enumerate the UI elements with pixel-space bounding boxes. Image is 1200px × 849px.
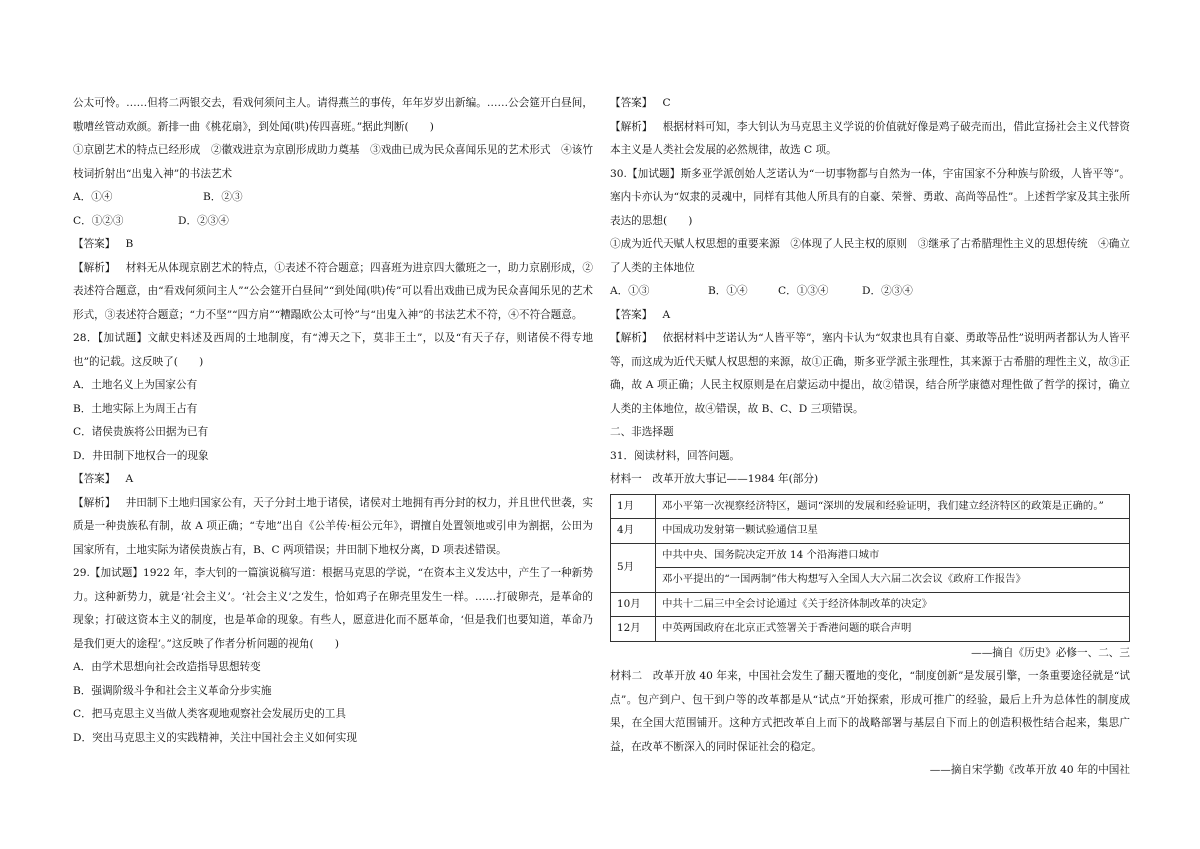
answer-label: 【答案】 [73, 473, 116, 485]
q27-options-row1 [73, 186, 593, 210]
material1-source: ——摘自《历史》必修一、二、三 [971, 646, 1130, 659]
analysis-label: 【解析】 [610, 332, 653, 344]
material2-source: ——摘自宋学勤《改革开放 40 年的中国社 [929, 764, 1130, 776]
table-row [611, 519, 1130, 544]
q29-option-b: B．强调阶级斗争和社会主义革命分步实施 [73, 684, 272, 697]
analysis-text: 材料无从体现京剧艺术的特点，①表述不符合题意；四喜班为进京四大徽班之一，助力京剧形成，②表述符合题意，由“看戏何须问主人”“公会筵开白昼间”“到处闻(哄)传”可以看出戏曲已成为民众喜闻乐见的艺术形式，③表述符合题意；“力不坚”“四方肩”“糟蹋欧公太可怜”与“出鬼入神”的书法艺术不符，④不符合题意。 [73, 261, 594, 321]
answer-label: 【答案】 [610, 97, 653, 109]
q30-answer [610, 304, 1130, 328]
q30-options [610, 280, 1130, 304]
q27-statements: ①京剧艺术的特点已经形成 ②徽戏进京为京剧形成助力奠基 ③戏曲已成为民众喜闻乐见的艺术形式 ④该竹枝词折射出“出鬼入神”的书法艺术 [73, 144, 593, 180]
q27-option-d: D．②③④ [178, 214, 229, 227]
analysis-text: 井田制下土地归国家公有，天子分封土地于诸侯，诸侯对土地拥有再分封的权力，并且世代世袭，实质是一种贵族私有制，故 A 项正确；“专地”出自《公羊传·桓公元年》，谓擅自处置领地或引申为割据，公田为国家所有，土地实际为诸侯贵族占有，B、C 两项错误；井田制下地权分离，D 项表述错误。 [73, 496, 594, 556]
q28-stem: 28．【加试题】文献史料述及西周的土地制度，有“溥天之下，莫非王土”，以及“有天子存，则诸侯不得专地也”的记载。这反映了( ) [73, 332, 593, 368]
events-table [610, 494, 1130, 642]
q30-option-d: D．②③④ [862, 285, 913, 297]
event-cell: 中共中央、国务院决定开放 14 个沿海港口城市 [656, 543, 1130, 568]
q27-answer [73, 233, 593, 257]
q29-stem: 29.【加试题】1922 年，李大钊的一篇演说稿写道：根据马克思的学说，“在资本主义发达中，产生了一种新势力。这种新势力，就是‘社会主义’。‘社会主义’之发生，恰如鸡子在卵壳里发生一样。……打破卵壳，是革命的现象；打破这资本主义的制度，也是革命的现象。有些人，愿意进化而不愿革命，‘但是我们也要知道，革命乃是我们更大的途程’。”这反映了作者分析问题的视角( ) [73, 567, 593, 650]
answer-value: C [662, 97, 671, 109]
q27-option-a: A．①④ [73, 191, 113, 203]
q29-option-c: C．把马克思主义当做人类客观地观察社会发展历史的工具 [73, 708, 346, 720]
table-row [611, 568, 1130, 593]
section-heading: 二、非选择题 [610, 426, 674, 438]
analysis-label: 【解析】 [73, 261, 116, 274]
q29-analysis [610, 116, 1130, 163]
table-row [611, 617, 1130, 642]
q28-option-a: A．土地名义上为国家公有 [73, 379, 198, 391]
q27-option-b: B．②③ [203, 191, 243, 203]
q31-stem: 31．阅读材料，回答问题。 [610, 449, 741, 462]
analysis-label: 【解析】 [73, 496, 116, 509]
answer-label: 【答案】 [610, 308, 653, 321]
answer-label: 【答案】 [73, 238, 116, 250]
q30-option-b: B．①④ [708, 285, 748, 297]
analysis-text: 根据材料可知，李大钊认为马克思主义学说的价值就好像是鸡子破壳而出，借此宣扬社会主义代替资本主义是人类社会发展的必然规律，故选 C 项。 [610, 120, 1131, 156]
month-cell: 10月 [611, 592, 656, 617]
q30-analysis [610, 327, 1130, 421]
event-cell: 中共十二届三中全会讨论通过《关于经济体制改革的决定》 [656, 592, 1130, 617]
table-row [611, 494, 1130, 519]
event-cell: 中英两国政府在北京正式签署关于香港问题的联合声明 [656, 617, 1130, 642]
q28-analysis [73, 492, 593, 563]
q27-option-c: C．①②③ [73, 214, 124, 227]
table-row [611, 592, 1130, 617]
left-column [73, 92, 593, 750]
material1-title: 材料一 改革开放大事记——1984 年(部分) [610, 473, 819, 485]
q28-answer [73, 468, 593, 492]
event-cell: 中国成功发射第一颗试验通信卫星 [656, 519, 1130, 544]
q27-analysis [73, 257, 593, 328]
month-cell: 12月 [611, 617, 656, 642]
event-cell: 邓小平提出的“一国两制”伟大构想写入全国人大六届二次会议《政府工作报告》 [656, 568, 1130, 593]
q27-options-row2 [73, 210, 593, 234]
event-cell: 邓小平第一次视察经济特区，题词“深圳的发展和经验证明，我们建立经济特区的政策是正确的。” [656, 494, 1130, 519]
q27-stem-tail: 公太可怜。……但将二两银交去，看戏何须问主人。请得燕兰的事传，年年岁岁出新编。……公会筵开白昼间，嗷嘈丝管动欢颜。新排一曲《桃花扇》，到处闻(哄)传四喜班。”据此判断( ) [73, 97, 593, 133]
q29-answer [610, 92, 1130, 116]
answer-value: A [662, 308, 671, 321]
q30-stem: 30.【加试题】斯多亚学派创始人芝诺认为“一切事物都与自然为一体，宇宙国家不分种族与阶级，人皆平等”。塞内卡亦认为“奴隶的灵魂中，同样有其他人所具有的自豪、荣誉、勇敢、高尚等品性”。上述哲学家及其主张所表达的思想( ) [610, 167, 1130, 227]
material2-text: 材料二 改革开放 40 年来，中国社会发生了翻天覆地的变化，“制度创新”是发展引擎，一条重要途径就是“试点”。包产到户、包干到户等的改革都是从“试点”开始探索，形成可推广的经验，最后上升为总体性的制度成果，在全国大范围铺开。这种方式把改革自上而下的战略部署与基层自下而上的创造积极性结合起来，集思广益，在改革不断深入的同时保证社会的稳定。 [610, 670, 1130, 753]
q28-option-c: C．诸侯贵族将公田据为已有 [73, 426, 209, 438]
answer-value: B [125, 238, 134, 250]
q28-option-b: B．土地实际上为周王占有 [73, 402, 198, 415]
q29-option-d: D．突出马克思主义的实践精神，关注中国社会主义如何实现 [73, 731, 357, 744]
q30-statements: ①成为近代天赋人权思想的重要来源 ②体现了人民主权的原则 ③继承了古希腊理性主义的思想传统 ④确立了人类的主体地位 [610, 238, 1130, 274]
month-cell: 5月 [611, 543, 656, 592]
analysis-label: 【解析】 [610, 120, 653, 133]
month-cell: 1月 [611, 494, 656, 519]
q30-option-c: C．①③④ [778, 285, 829, 297]
right-column [610, 92, 1130, 783]
q29-option-a: A．由学术思想向社会改造指导思想转变 [73, 661, 261, 673]
analysis-text: 依据材料中芝诺认为“人皆平等”，塞内卡认为“奴隶也具有自豪、勇敢等品性”说明两者都认为人皆平等，而这成为近代天赋人权思想的来源，故①正确，斯多亚学派主张理性，其来源于古希腊的理性主义，故③正确，故 A 项正确；人民主权原则是在启蒙运动中提出，故②错误，结合所学康德对理性做了哲学的探讨，确立人类的主体地位，故④错误，故 B、C、D 三项错误。 [610, 332, 1130, 415]
q30-option-a: A．①③ [610, 285, 650, 297]
month-cell: 4月 [611, 519, 656, 544]
table-row [611, 543, 1130, 568]
answer-value: A [125, 473, 134, 485]
q28-option-d: D．井田制下地权合一的现象 [73, 449, 209, 462]
